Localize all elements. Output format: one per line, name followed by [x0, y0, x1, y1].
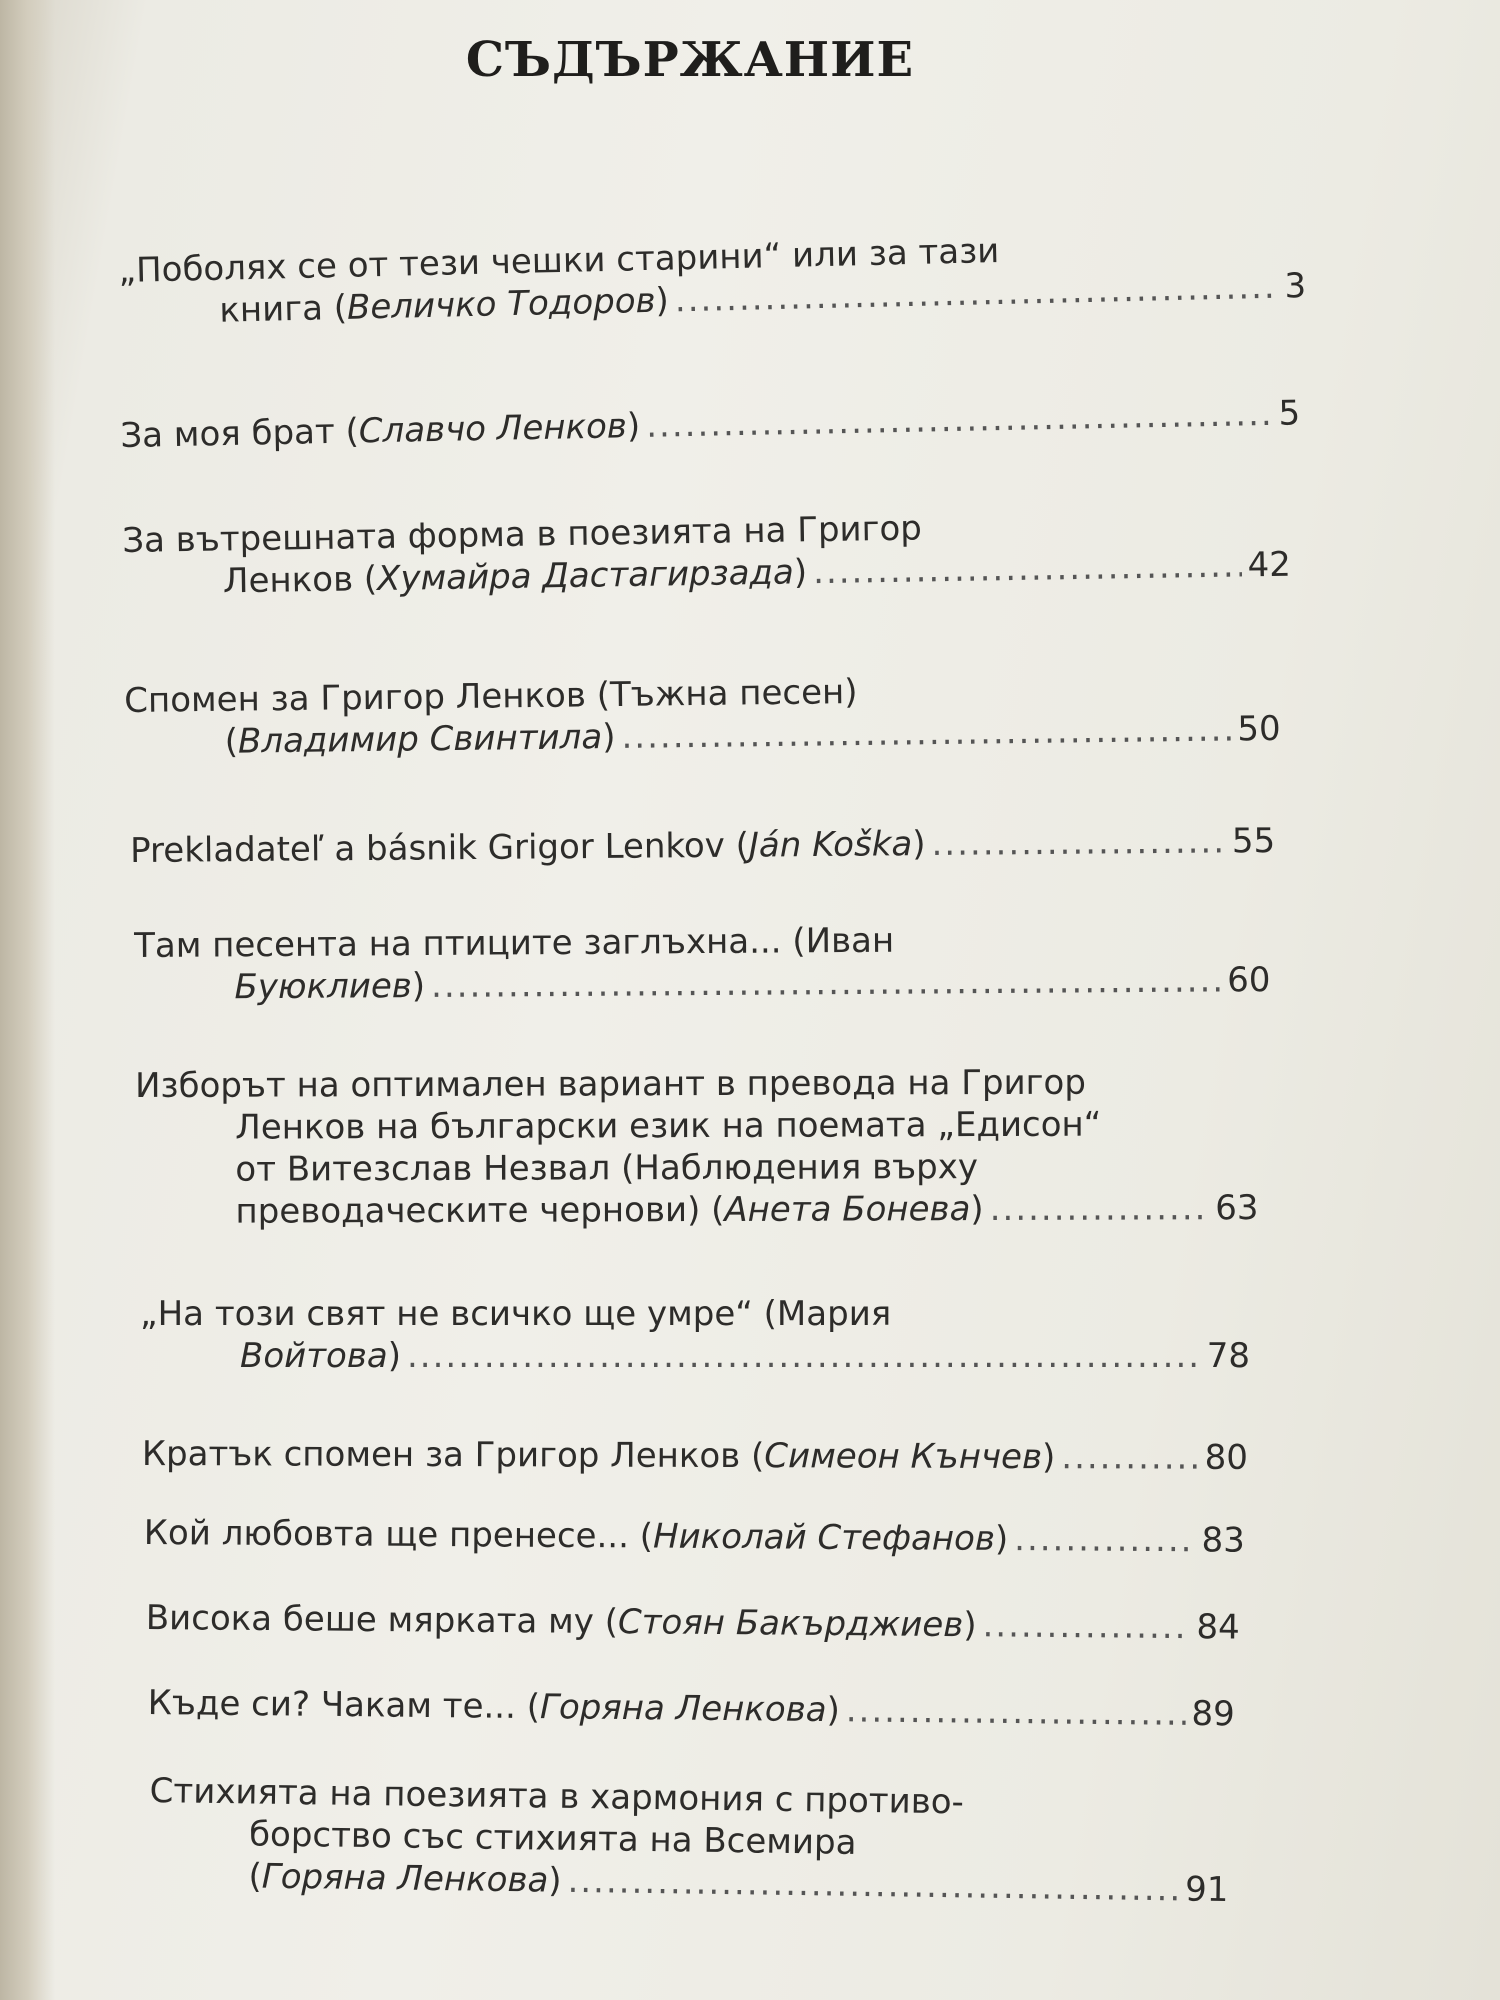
- page-number: 50: [1237, 708, 1281, 750]
- toc-entry-title-line: Спомен за Григор Ленков (Тъжна песен): [124, 672, 858, 721]
- toc-entry-title-line: За вътрешната форма в поезията на Григор: [122, 508, 923, 561]
- toc-entry-close-paren: ): [411, 965, 426, 1007]
- toc-entry-title-text: (: [248, 1856, 263, 1897]
- toc-entry-title-line: от Витезслав Незвал (Наблюдения върху: [235, 1147, 979, 1190]
- toc-entry: [118, 223, 1307, 334]
- toc-entry: [134, 917, 1271, 1009]
- page-title: СЪДЪРЖАНИЕ: [465, 32, 915, 88]
- toc-entry: [148, 1770, 1230, 1911]
- toc-entry-last-line: [142, 1433, 1248, 1479]
- toc-entry-label: [146, 1597, 977, 1646]
- toc-entry-author: Анета Бонева: [724, 1189, 971, 1230]
- page-number: 42: [1247, 544, 1292, 586]
- toc-entry-last-line: [148, 1682, 1235, 1735]
- toc-entry-last-line: [146, 1597, 1240, 1649]
- toc-entry-author: Симеон Кънчев: [764, 1436, 1043, 1478]
- toc-entry-author: Владимир Свинтила: [237, 717, 603, 762]
- toc-entry-title-text: Prekladateľ a básnik Grigor Lenkov (: [130, 825, 750, 871]
- toc-entry-close-paren: ): [970, 1189, 984, 1230]
- toc-entry-title-text: (: [224, 721, 239, 762]
- toc-entry-author: Величко Тодоров: [346, 280, 656, 328]
- toc-entry-title-text: Кой любовта ще пренесе... (: [143, 1513, 654, 1557]
- toc-entry-last-line: [134, 959, 1270, 1009]
- toc-entry-title-line: Стихията на поезията в хармония с противо-: [149, 1770, 965, 1823]
- toc-entry-author: Стоян Бакърджиев: [617, 1602, 964, 1646]
- page-number: 5: [1278, 393, 1301, 434]
- page-number: 84: [1196, 1607, 1240, 1648]
- toc-entry: [122, 502, 1291, 604]
- page-number: 89: [1191, 1693, 1235, 1735]
- dot-leader: [846, 1689, 1186, 1735]
- dot-leader: [1014, 1518, 1196, 1561]
- page-number: 55: [1231, 821, 1276, 862]
- toc-entry-title-text: Ленков (: [222, 559, 378, 602]
- toc-entry-title-line: Там песента на птиците заглъхна... (Иван: [134, 920, 895, 966]
- toc-entry: [135, 1061, 1259, 1233]
- toc-entry-last-line: [144, 1512, 1245, 1562]
- toc-entry-close-paren: ): [1041, 1437, 1056, 1478]
- toc-entry-author: Буюклиев: [234, 966, 412, 1008]
- toc-entry-label: [144, 1512, 1009, 1560]
- toc-entry-last-line: [130, 820, 1275, 872]
- toc-entry-title-text: За моя брат (: [120, 411, 360, 456]
- toc-entry-author: Горяна Ленкова: [261, 1856, 549, 1901]
- toc-entry-label: [223, 551, 808, 602]
- toc-entry-close-paren: ): [826, 1690, 841, 1731]
- toc-entry-author: Ján Koška: [748, 824, 913, 866]
- page-number: 83: [1201, 1520, 1245, 1561]
- toc-entry-label: [142, 1433, 1056, 1478]
- toc-entry-title-line: „На този свят не всичко ще умре“ (Мария: [140, 1294, 892, 1334]
- dot-leader: [567, 1860, 1179, 1911]
- toc-entry: [144, 1512, 1245, 1562]
- toc-entry-title-line: „Поболях се от тези чешки старини“ или за тази: [118, 231, 1000, 291]
- toc-entry: [148, 1682, 1235, 1735]
- toc-entry-title-line: Изборът на оптимален вариант в превода на Григор: [135, 1062, 1086, 1106]
- toc-entry-title-text: Къде си? Чакам те... (: [147, 1683, 541, 1728]
- toc-entry-close-paren: ): [994, 1518, 1009, 1560]
- dot-leader: [982, 1604, 1190, 1648]
- toc-entry: [120, 392, 1301, 457]
- toc-entry-title-text: Кратък спомен за Григор Ленков (: [141, 1434, 765, 1477]
- toc-entry-close-paren: ): [793, 552, 808, 593]
- toc-entry-close-paren: ): [655, 280, 670, 321]
- dot-leader: [990, 1187, 1210, 1230]
- toc-entry-author: Хумайра Дастагирзада: [376, 552, 795, 599]
- page-number: 60: [1227, 960, 1271, 1001]
- toc-entry-author: Войтова: [240, 1336, 388, 1376]
- toc-entry-author: Николай Стефанов: [652, 1516, 996, 1559]
- page-number: 3: [1284, 266, 1307, 307]
- toc-entry-close-paren: ): [912, 824, 926, 865]
- toc-entry: [130, 820, 1275, 872]
- page-number: 80: [1204, 1437, 1248, 1478]
- toc-entry-label: [240, 1335, 401, 1377]
- toc-entry-close-paren: ): [387, 1336, 401, 1376]
- toc-entry-last-line: [120, 392, 1301, 457]
- toc-entry: [142, 1433, 1248, 1479]
- toc-entry-author: Горяна Ленкова: [539, 1687, 827, 1731]
- toc-entry-close-paren: ): [626, 406, 641, 447]
- toc-entry-title-line: борство със стихията на Всемира: [248, 1814, 857, 1863]
- dot-leader: [931, 820, 1226, 865]
- page-number: 78: [1206, 1336, 1250, 1376]
- dot-leader: [407, 1335, 1201, 1377]
- toc-entry-title-line: Ленков на български език на поемата „Едисон“: [235, 1104, 1102, 1148]
- page-number: 91: [1184, 1869, 1229, 1911]
- toc-entry-label: [120, 405, 641, 457]
- toc-entry-close-paren: ): [548, 1860, 562, 1901]
- toc-entry-title-text: преводаческите чернови) (: [235, 1189, 725, 1232]
- toc-entry-title-text: книга (: [218, 287, 348, 331]
- page-number: 63: [1215, 1188, 1259, 1229]
- toc-entry: [124, 666, 1281, 764]
- toc-entry-label: [130, 823, 926, 872]
- toc-entry-label: [225, 716, 616, 763]
- toc-entry-close-paren: ): [601, 717, 616, 758]
- toc-entry-close-paren: ): [963, 1605, 977, 1646]
- toc-entry-label: [148, 1682, 840, 1731]
- dot-leader: [621, 708, 1231, 757]
- toc-entry: [140, 1293, 1250, 1377]
- toc-entry-label: [248, 1855, 562, 1901]
- toc-entry-label: [219, 280, 669, 332]
- toc-entry-author: Славчо Ленков: [358, 406, 628, 452]
- toc-entry-label: [234, 965, 425, 1008]
- dot-leader: [646, 393, 1273, 447]
- toc-entry-title-text: Висока беше мярката му (: [145, 1598, 619, 1643]
- dot-leader: [431, 959, 1221, 1007]
- toc-entry-last-line: [135, 1187, 1258, 1233]
- dot-leader: [813, 544, 1242, 593]
- dot-leader: [1061, 1436, 1199, 1478]
- toc-entry: [146, 1597, 1240, 1649]
- toc-entry-label: [235, 1188, 983, 1233]
- toc-entry-last-line: [140, 1335, 1250, 1377]
